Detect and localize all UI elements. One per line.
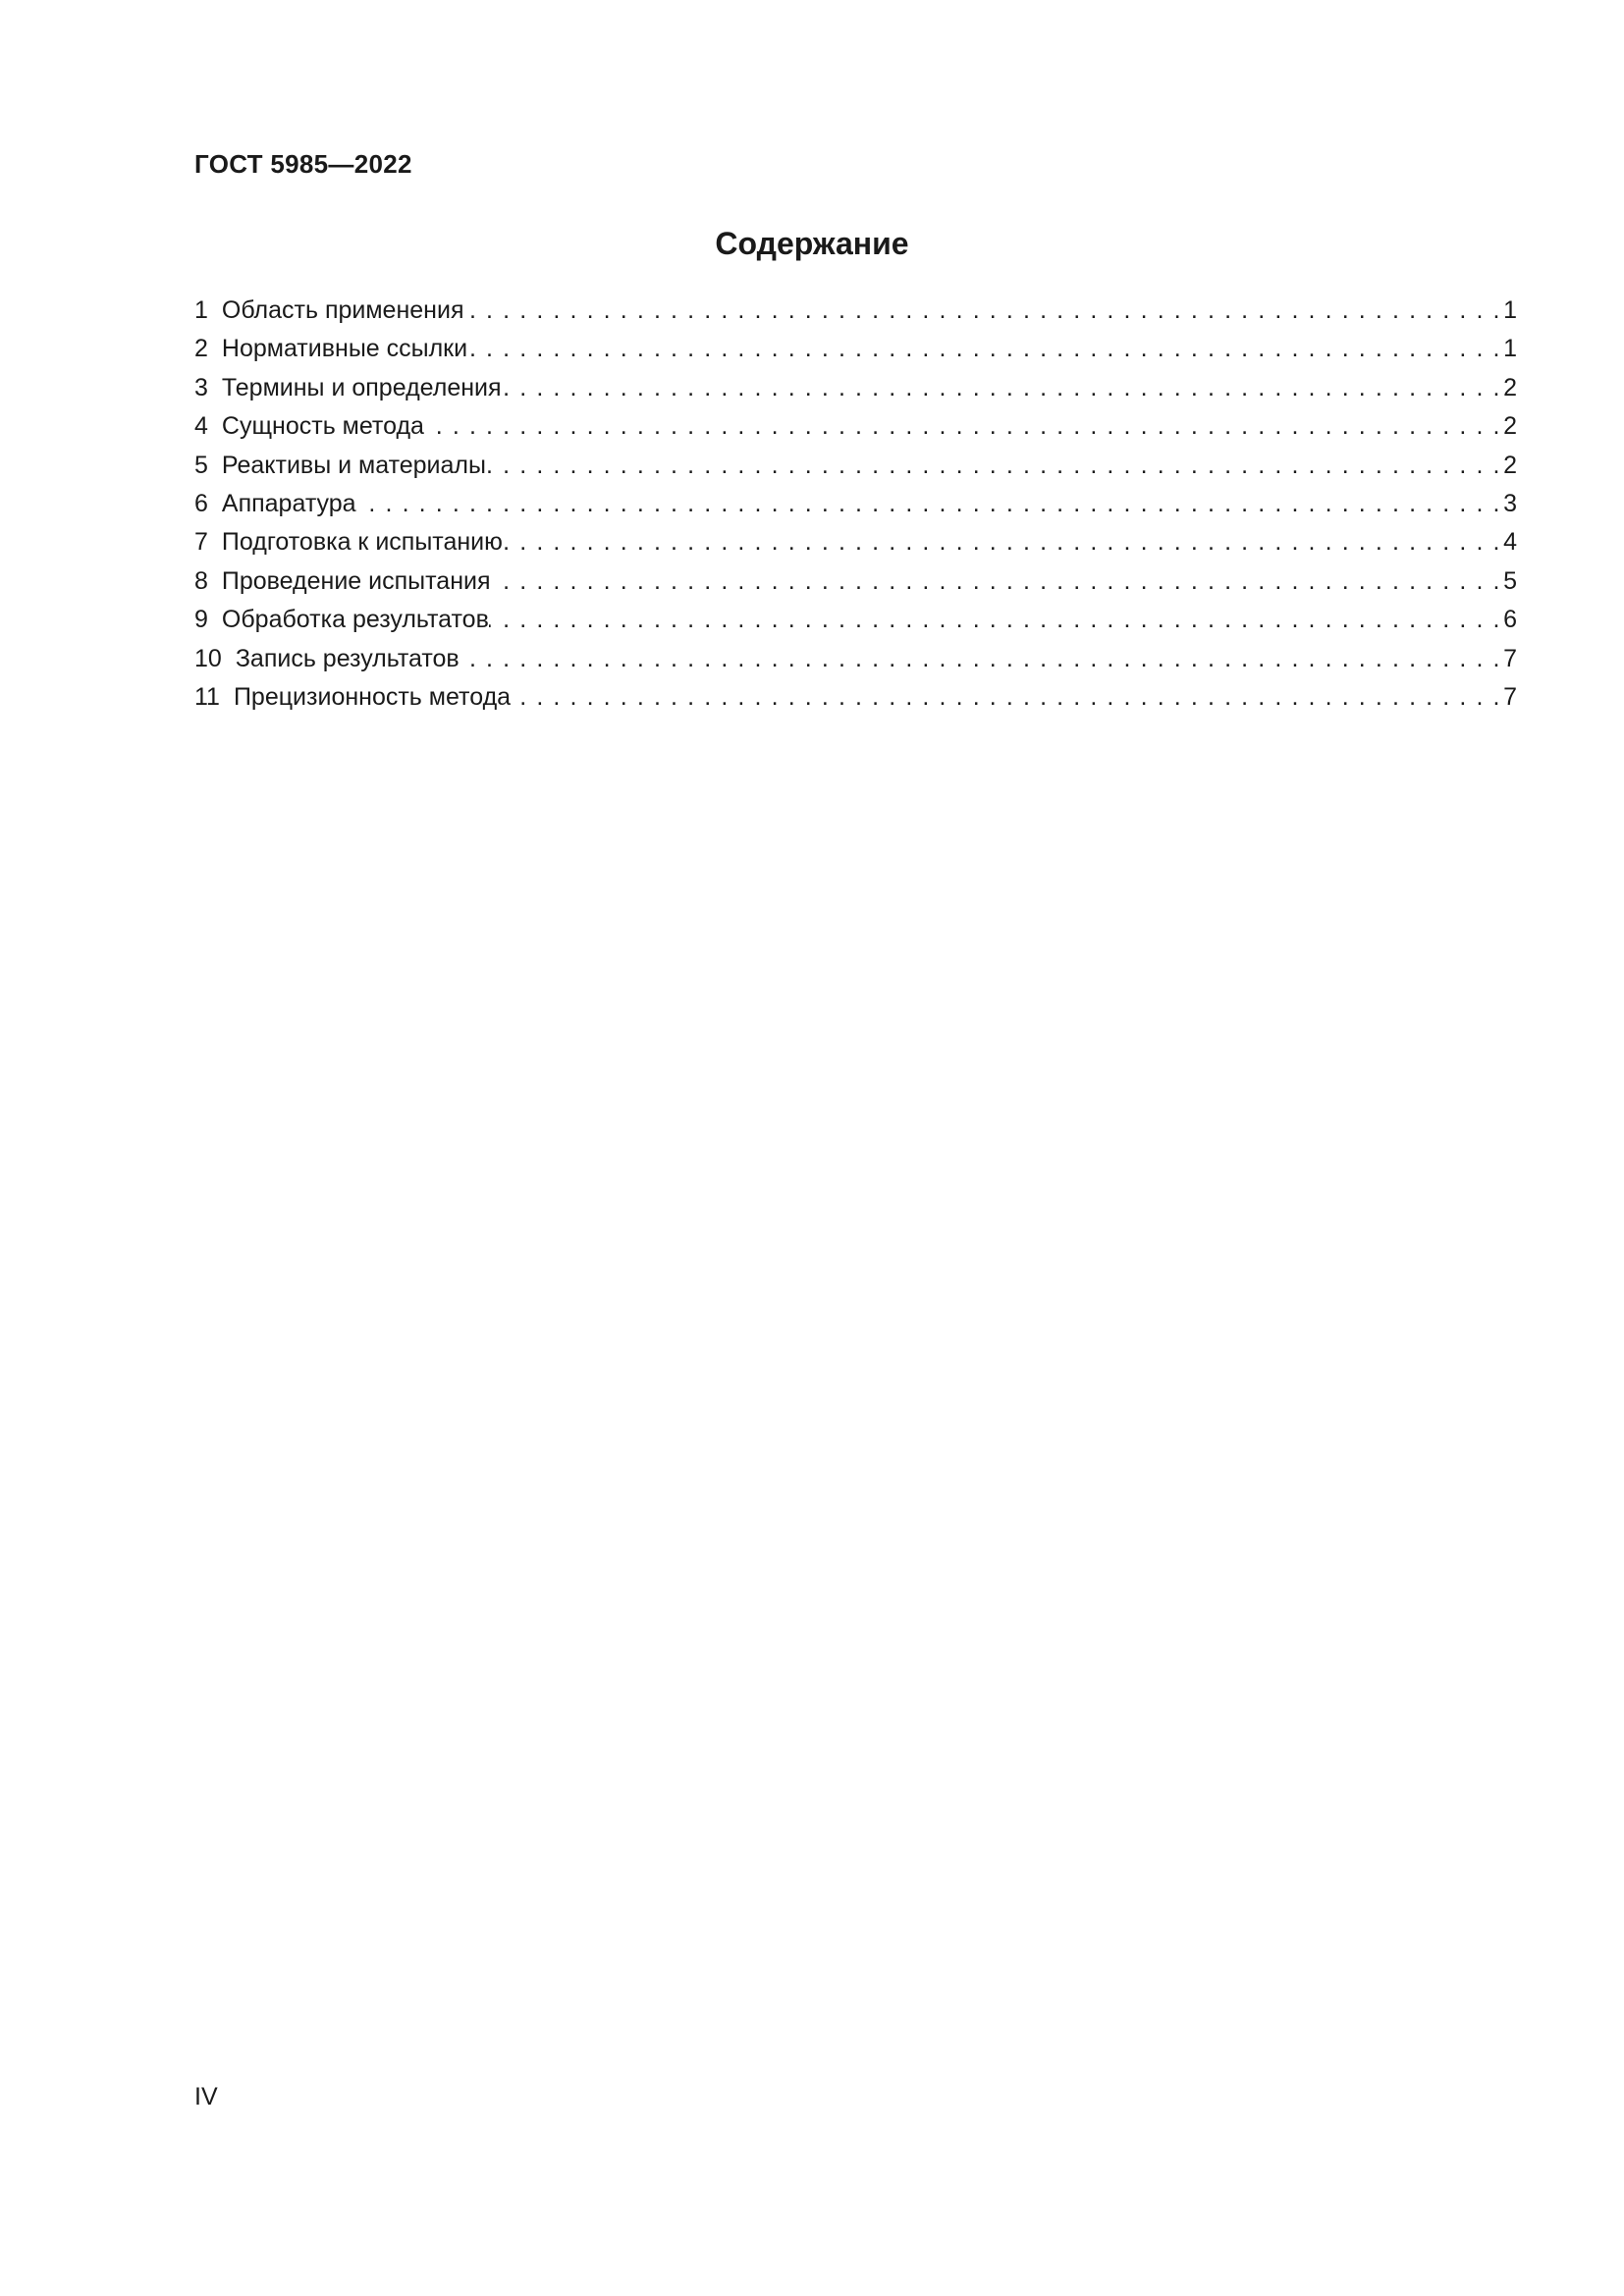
toc-entry-page: 2: [1503, 373, 1517, 401]
toc-dot-leader: [511, 678, 1501, 717]
toc-entry-page: 1: [1503, 335, 1517, 363]
toc-entry[interactable]: [194, 562, 1517, 601]
table-of-contents: [194, 292, 1517, 717]
toc-entry-page: 6: [1503, 606, 1517, 634]
toc-entry-page: 5: [1503, 566, 1517, 595]
toc-entry-title: Нормативные ссылки: [221, 335, 468, 363]
toc-entry[interactable]: [194, 485, 1517, 523]
toc-entry-title: Подготовка к испытанию: [221, 528, 503, 557]
toc-entry-page: 7: [1503, 644, 1517, 672]
toc-dot-leader: [502, 369, 1502, 407]
toc-entry-page: 2: [1503, 451, 1517, 479]
toc-dot-leader: [424, 407, 1501, 446]
page-number: IV: [194, 2083, 218, 2110]
toc-entry-title: Термины и определения: [221, 373, 502, 401]
toc-entry-page: 4: [1503, 528, 1517, 557]
toc-entry-number: 8: [194, 566, 208, 595]
toc-title: Содержание: [715, 226, 909, 261]
toc-dot-leader: [503, 523, 1501, 561]
toc-dot-leader: [489, 601, 1501, 639]
toc-entry-title: Запись результатов: [235, 644, 460, 672]
toc-entry-number: 4: [194, 412, 208, 441]
toc-entry-page: 1: [1503, 296, 1517, 324]
toc-entry[interactable]: [194, 330, 1517, 368]
toc-entry-title: Реактивы и материалы: [221, 451, 486, 479]
toc-entry[interactable]: [194, 407, 1517, 446]
toc-entry[interactable]: [194, 447, 1517, 485]
toc-entry-number: 7: [194, 528, 208, 557]
toc-entry-title: Проведение испытания: [221, 566, 491, 595]
toc-entry[interactable]: [194, 523, 1517, 561]
toc-entry-page: 3: [1503, 489, 1517, 517]
document-code: ГОСТ 5985—2022: [194, 149, 412, 179]
toc-entry-page: 2: [1503, 412, 1517, 441]
toc-entry[interactable]: [194, 601, 1517, 639]
toc-entry-number: 11: [194, 682, 220, 711]
toc-entry-number: 6: [194, 489, 208, 517]
toc-entry-title: Область применения: [221, 296, 464, 324]
toc-entry[interactable]: [194, 292, 1517, 330]
toc-entry-page: 7: [1503, 682, 1517, 711]
toc-dot-leader: [491, 562, 1502, 601]
toc-entry-number: 2: [194, 335, 208, 363]
toc-entry[interactable]: [194, 640, 1517, 678]
toc-entry-number: 3: [194, 373, 208, 401]
toc-dot-leader: [356, 485, 1502, 523]
toc-dot-leader: [460, 640, 1501, 678]
toc-entry-title: Аппаратура: [221, 489, 356, 517]
toc-dot-leader: [486, 447, 1501, 485]
toc-entry-title: Обработка результатов: [221, 606, 489, 634]
toc-entry-number: 1: [194, 296, 208, 324]
toc-entry-number: 9: [194, 606, 208, 634]
toc-entry-number: 10: [194, 644, 222, 672]
toc-dot-leader: [463, 292, 1501, 330]
toc-entry[interactable]: [194, 678, 1517, 717]
toc-dot-leader: [467, 330, 1501, 368]
toc-entry-number: 5: [194, 451, 208, 479]
toc-entry[interactable]: [194, 369, 1517, 407]
toc-entry-title: Сущность метода: [221, 412, 424, 441]
toc-entry-title: Прецизионность метода: [233, 682, 512, 711]
